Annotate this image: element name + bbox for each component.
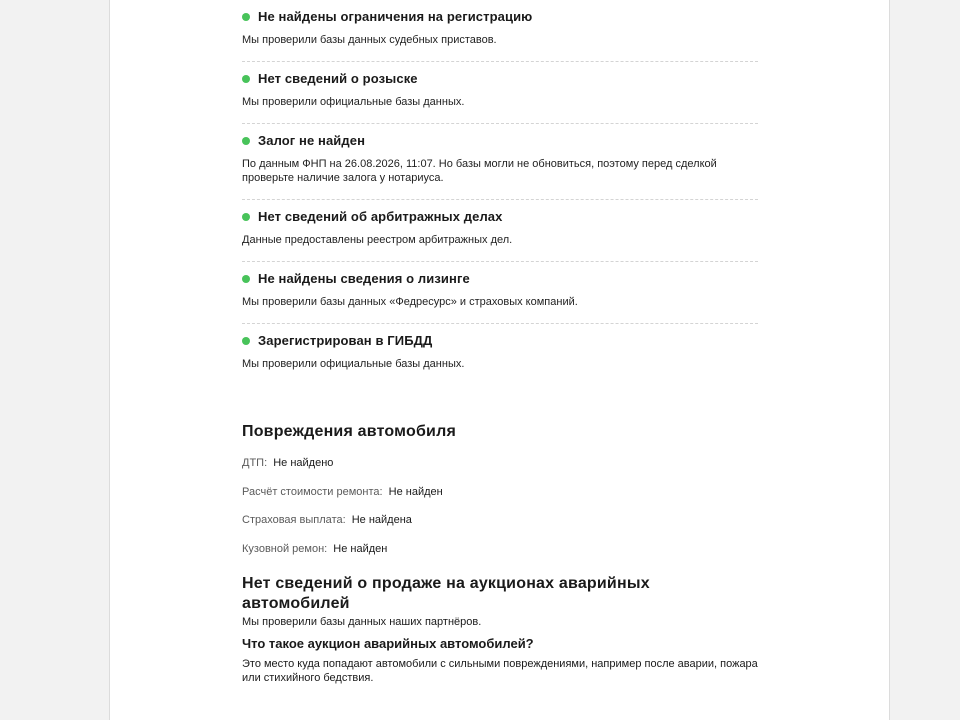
check-description: Мы проверили базы данных судебных приставов.: [242, 34, 497, 46]
status-ok-icon: [242, 75, 250, 83]
damage-value: Не найден: [333, 542, 388, 555]
damage-row-body-repair: [242, 542, 758, 571]
damage-row-insurance-payout: [242, 513, 758, 542]
check-title: Зарегистрирован в ГИБДД: [258, 333, 433, 348]
damage-label: Кузовной ремон:: [242, 542, 328, 555]
check-title: Нет сведений об арбитражных делах: [258, 209, 503, 224]
auction-description: Мы проверили базы данных наших партнёров.: [242, 616, 482, 628]
check-item-pledge: [242, 124, 758, 200]
damage-value: Не найдено: [273, 457, 334, 469]
status-ok-icon: [242, 13, 250, 21]
damage-value: Не найдена: [351, 514, 412, 526]
check-title: Не найдены сведения о лизинге: [258, 271, 470, 286]
status-ok-icon: [242, 337, 250, 345]
check-item-gibdd-registration: [242, 324, 758, 385]
check-title: Залог не найден: [258, 133, 366, 148]
check-title: Не найдены ограничения на регистрацию: [258, 9, 533, 24]
damage-row-accidents: [242, 456, 758, 485]
check-description: Мы проверили базы данных «Федресурс» и страховых компаний.: [242, 296, 578, 308]
status-ok-icon: [242, 137, 250, 145]
damage-value: Не найден: [388, 485, 443, 498]
damage-list: [242, 456, 758, 570]
check-description: Данные предоставлены реестром арбитражных дел.: [242, 234, 513, 246]
status-ok-icon: [242, 213, 250, 221]
check-item-registration-restrictions: [242, 0, 758, 62]
check-title: Нет сведений о розыске: [258, 71, 418, 86]
auction-faq-title: Что такое аукцион аварийных автомобилей?: [242, 636, 534, 651]
report-page: [109, 0, 890, 720]
check-description: Мы проверили официальные базы данных.: [242, 96, 465, 108]
check-item-arbitration: [242, 200, 758, 262]
damage-label: Страховая выплата:: [242, 514, 346, 526]
status-ok-icon: [242, 275, 250, 283]
check-item-leasing: [242, 262, 758, 324]
auction-faq-text: Это место куда попадают автомобили с сильными повреждениями, например после аварии, пожара или стихийного бедствия.: [242, 658, 758, 684]
damage-label: Расчёт стоимости ремонта:: [242, 485, 383, 498]
damage-row-repair-estimate: [242, 485, 758, 514]
check-description: Мы проверили официальные базы данных.: [242, 358, 465, 370]
check-description: По данным ФНП на 26.08.2026, 11:07. Но базы могли не обновиться, поэтому перед сделкой проверьте наличие залога у нотариуса.: [242, 158, 717, 184]
report-content: [242, 0, 758, 685]
auction-section-title: Нет сведений о продаже на аукционах аварийных автомобилей: [242, 575, 650, 612]
damage-label: ДТП:: [242, 457, 268, 469]
check-item-wanted: [242, 62, 758, 124]
damage-section-title: Повреждения автомобиля: [242, 423, 456, 440]
